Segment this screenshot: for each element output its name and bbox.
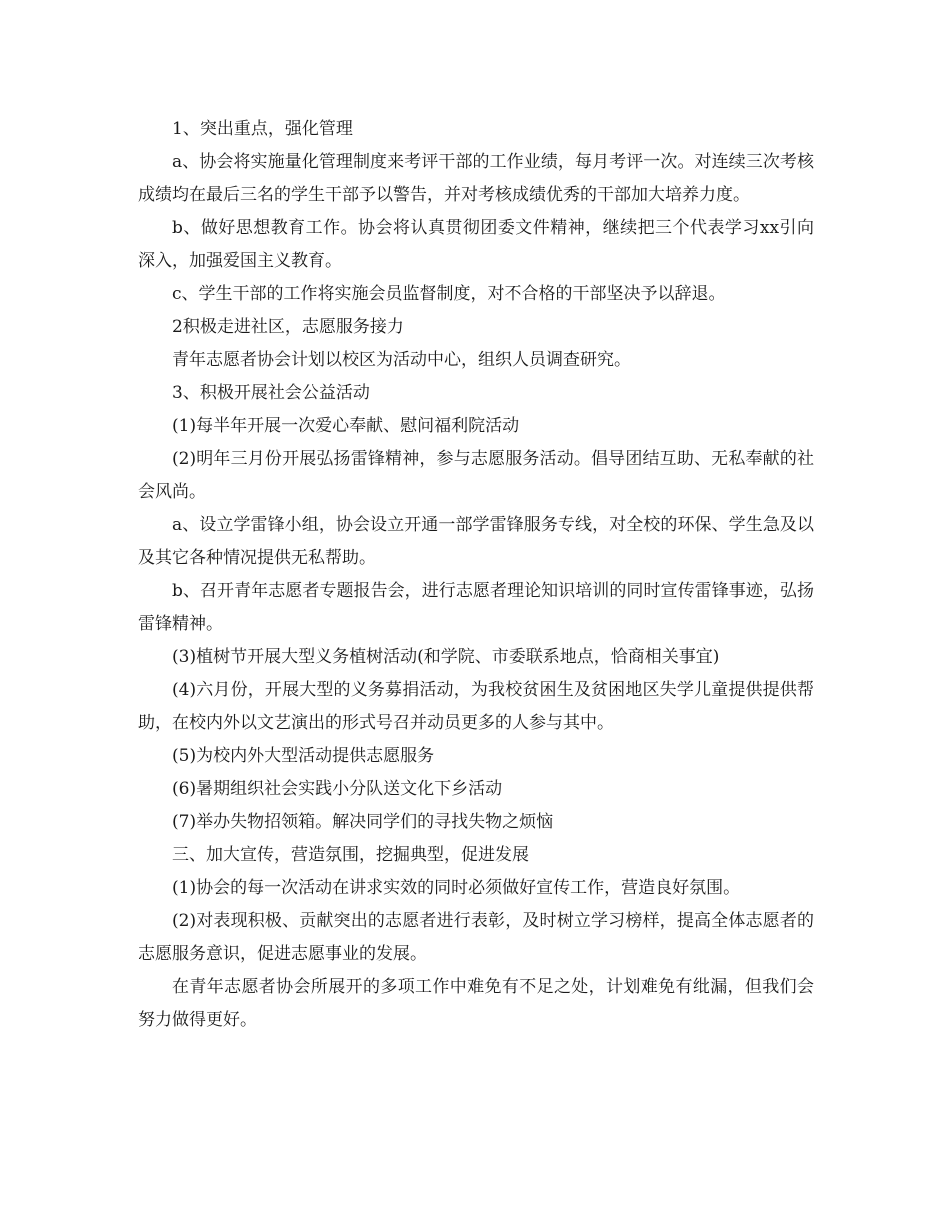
paragraph-19: (2)对表现积极、贡献突出的志愿者进行表彰，及时树立学习榜样，提高全体志愿者的志愿服务意识，促进志愿事业的发展。 — [138, 911, 814, 964]
paragraph-9: (2)明年三月份开展弘扬雷锋精神，参与志愿服务活动。倡导团结互助、无私奉献的社会风尚。 — [138, 449, 814, 502]
paragraph-4: c、学生干部的工作将实施会员监督制度，对不合格的干部坚决予以辞退。 — [172, 284, 726, 304]
paragraph-2: a、协会将实施量化管理制度来考评干部的工作业绩，每月考评一次。对连续三次考核成绩均在最后三名的学生干部予以警告，并对考核成绩优秀的干部加大培养力度。 — [138, 152, 814, 205]
paragraph-16: (7)举办失物招领箱。解决同学们的寻找失物之烦恼 — [172, 812, 554, 832]
paragraph-12: (3)植树节开展大型义务植树活动(和学院、市委联系地点，恰商相关事宜) — [172, 647, 720, 667]
paragraph-11: b、召开青年志愿者专题报告会，进行志愿者理论知识培训的同时宣传雷锋事迹，弘扬雷锋精神。 — [138, 581, 814, 634]
paragraph-13: (4)六月份，开展大型的义务募捐活动，为我校贫困生及贫困地区失学儿童提供提供帮助，在校内外以文艺演出的形式号召并动员更多的人参与其中。 — [138, 680, 814, 733]
paragraph-1: 1、突出重点，强化管理 — [172, 119, 353, 139]
paragraph-5: 2积极走进社区，志愿服务接力 — [172, 317, 404, 337]
paragraph-14: (5)为校内外大型活动提供志愿服务 — [172, 746, 435, 766]
paragraph-10: a、设立学雷锋小组，协会设立开通一部学雷锋服务专线，对全校的环保、学生急及以及其它各种情况提供无私帮助。 — [138, 515, 814, 568]
paragraph-8: (1)每半年开展一次爱心奉献、慰问福利院活动 — [172, 416, 520, 436]
paragraph-6: 青年志愿者协会计划以校区为活动中心，组织人员调查研究。 — [172, 350, 631, 370]
paragraph-17: 三、加大宣传，营造氛围，挖掘典型，促进发展 — [172, 845, 529, 865]
paragraph-20: 在青年志愿者协会所展开的多项工作中难免有不足之处，计划难免有纰漏，但我们会努力做得更好。 — [138, 977, 814, 1030]
paragraph-15: (6)暑期组织社会实践小分队送文化下乡活动 — [172, 779, 503, 799]
paragraph-7: 3、积极开展社会公益活动 — [172, 383, 370, 403]
paragraph-18: (1)协会的每一次活动在讲求实效的同时必须做好宣传工作，营造良好氛围。 — [172, 878, 741, 898]
document-body — [138, 113, 814, 1037]
paragraph-3: b、做好思想教育工作。协会将认真贯彻团委文件精神，继续把三个代表学习xx引向深入，加强爱国主义教育。 — [138, 218, 814, 271]
